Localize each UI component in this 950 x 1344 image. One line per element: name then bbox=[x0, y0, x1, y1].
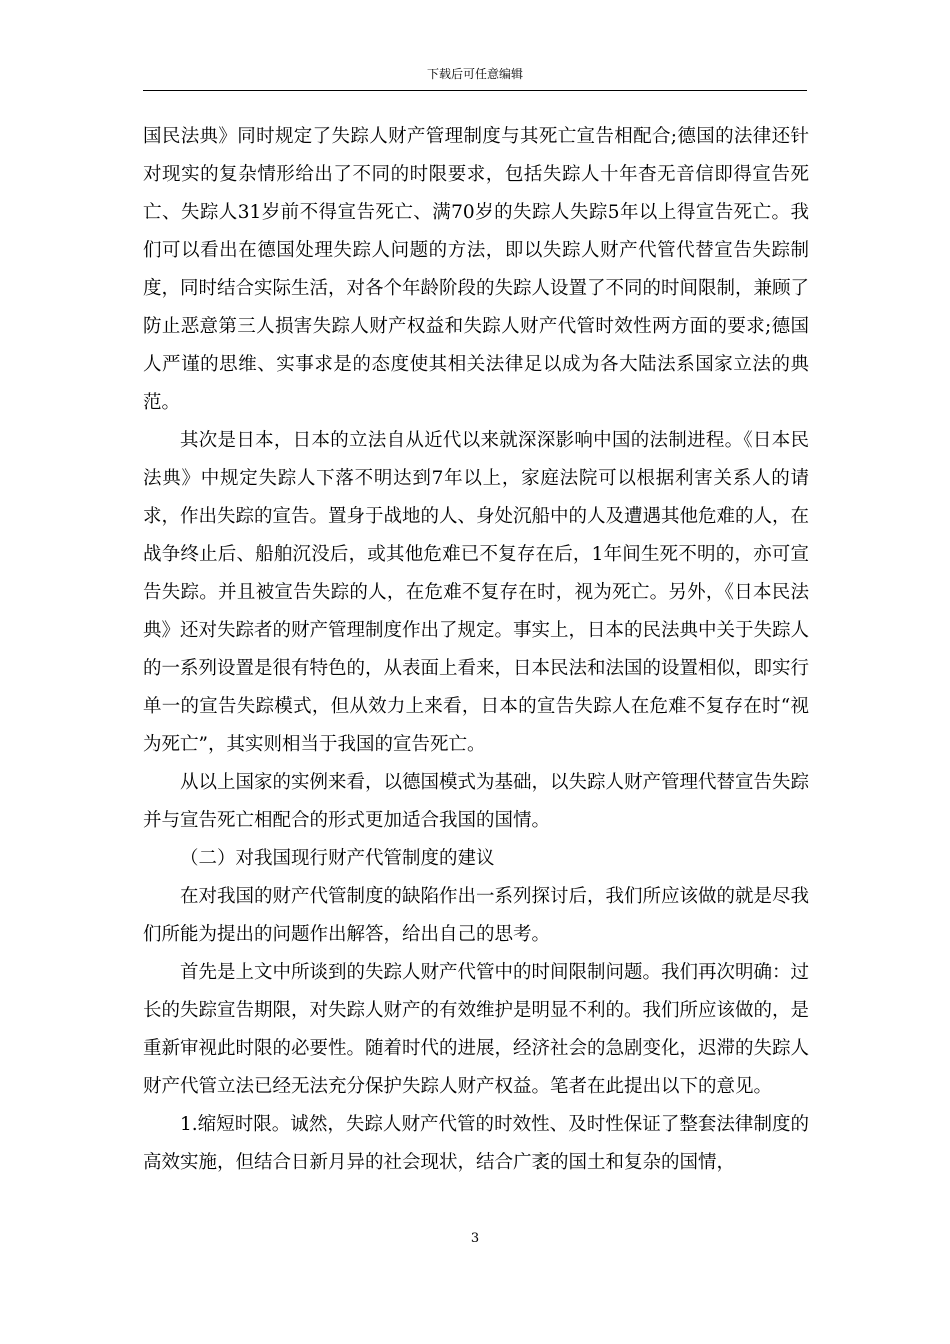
paragraph-intro-suggestions: 在对我国的财产代管制度的缺陷作出一系列探讨后，我们所应该做的就是尽我们所能为提出的问题作出解答，给出自己的思考。 bbox=[143, 886, 810, 945]
paragraph-time-limit: 首先是上文中所谈到的失踪人财产代管中的时间限制问题。我们再次明确：过长的失踪宣告期限，对失踪人财产的有效维护是明显不利的。我们所应该做的，是重新审视此时限的必要性。随着时代的进展，经济社会的急剧变化，迟滞的失踪人财产代管立法已经无法充分保护失踪人财产权益。笔者在此提出以下的意见。 bbox=[143, 962, 810, 1097]
header-divider bbox=[143, 90, 807, 91]
paragraph-conclusion: 从以上国家的实例来看，以德国模式为基础，以失踪人财产管理代替宣告失踪并与宣告死亡相配合的形式更加适合我国的国情。 bbox=[143, 772, 810, 831]
page-header: 下载后可任意编辑 bbox=[426, 67, 523, 81]
section-heading: （二）对我国现行财产代管制度的建议 bbox=[180, 848, 495, 869]
paragraph-germany-continued: 国民法典》同时规定了失踪人财产管理制度与其死亡宣告相配合;德国的法律还针对现实的复杂情形给出了不同的时限要求，包括失踪人十年杳无音信即得宣告死亡、失踪人31岁前不得宣告死亡、满70岁的失踪人失踪5年以上得宣告死亡。我们可以看出在德国处理失踪人问题的方法，即以失踪人财产代管代替宣告失踪制度，同时结合实际生活，对各个年龄阶段的失踪人设置了不同的时间限制，兼顾了防止恶意第三人损害失踪人财产权益和失踪人财产代管时效性两方面的要求;德国人严谨的思维、实事求是的态度使其相关法律足以成为各大陆法系国家立法的典范。 bbox=[143, 126, 810, 413]
page-number: 3 bbox=[470, 1231, 480, 1246]
document-body bbox=[143, 118, 809, 1182]
paragraph-shorten-limit: 1.缩短时限。诚然，失踪人财产代管的时效性、及时性保证了整套法律制度的高效实施，但结合日新月异的社会现状，结合广袤的国土和复杂的国情， bbox=[143, 1114, 809, 1173]
paragraph-japan: 其次是日本，日本的立法自从近代以来就深深影响中国的法制进程。《日本民法典》中规定失踪人下落不明达到7年以上，家庭法院可以根据利害关系人的请求，作出失踪的宣告。置身于战地的人、身处沉船中的人及遭遇其他危难的人，在战争终止后、船舶沉没后，或其他危难已不复存在后，1年间生死不明的，亦可宣告失踪。并且被宣告失踪的人，在危难不复存在时，视为死亡。另外，《日本民法典》还对失踪者的财产管理制度作出了规定。事实上，日本的民法典中关于失踪人的一系列设置是很有特色的，从表面上看来，日本民法和法国的设置相似，即实行单一的宣告失踪模式，但从效力上来看，日本的宣告失踪人在危难不复存在时“视为死亡”，其实则相当于我国的宣告死亡。 bbox=[143, 430, 810, 755]
